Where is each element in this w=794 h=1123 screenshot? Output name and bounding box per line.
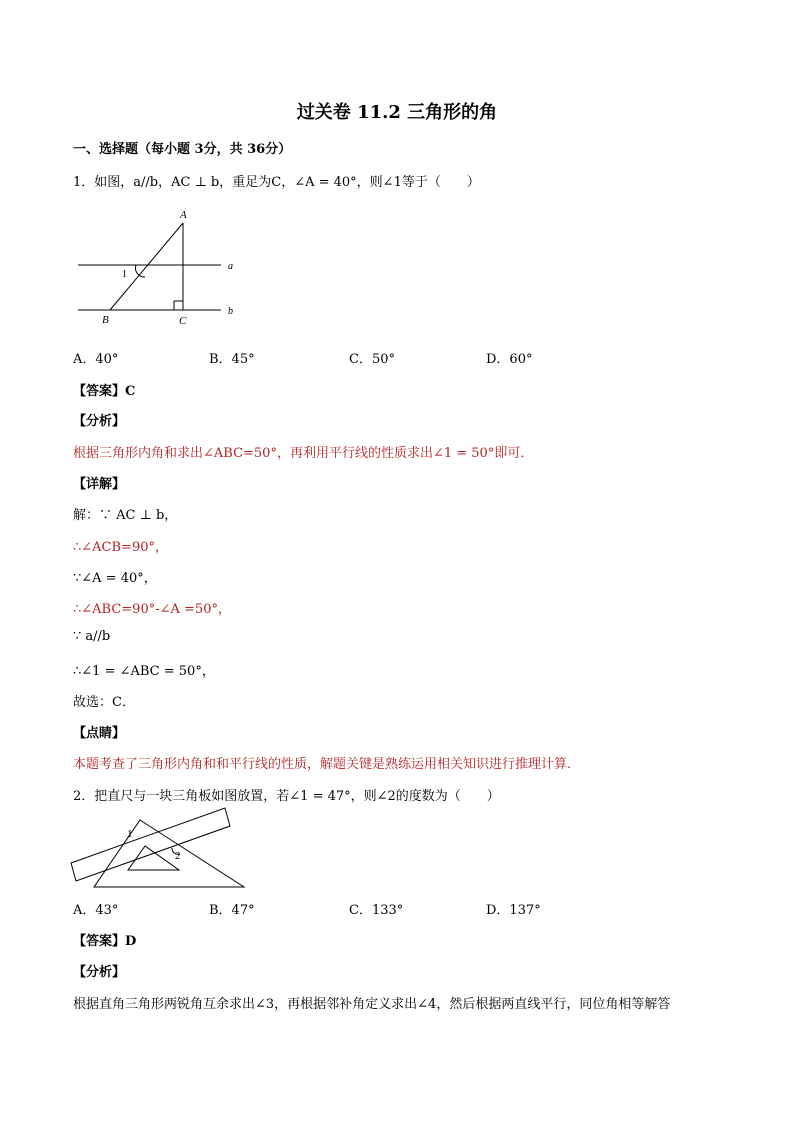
segment-ab [110,223,183,310]
q1-figure [70,205,250,330]
q1-detail-heading: 【详解】 [73,477,126,492]
q1-analysis: 根据三角形内角和求出∠ABC=50°，再利用平行线的性质求出∠1 = 50°即可． [73,446,534,461]
q2-analysis-heading: 【分析】 [73,965,126,980]
q1-answer: 【答案】C [73,384,136,399]
q2-stem: 2．把直尺与一块三角板如图放置，若∠1 = 47°，则∠2的度数为（ ） [73,789,500,804]
q2-option-a[interactable]: A．43° [73,903,119,918]
q1-step: 解：∵ AC ⊥ b， [73,508,178,523]
q2-option-c[interactable]: C．133° [349,903,404,918]
label-c-point: C [179,315,187,327]
q2-option-d[interactable]: D．137° [486,903,541,918]
right-angle-mark [174,301,183,310]
set-square-outer [94,820,244,887]
q2-option-b[interactable]: B．47° [209,903,255,918]
label-line-a: a [228,261,233,272]
q1-stem: 1．如图，a//b，AC ⊥ b，重足为C，∠A = 40°，则∠1等于（ ） [73,175,480,190]
q2-analysis: 根据直角三角形两锐角互余求出∠3，再根据邻补角定义求出∠4，然后根据两直线平行，同位角相等解答 [73,997,671,1012]
page-title: 过关卷 11.2 三角形的角 [296,102,498,123]
q1-option-c[interactable]: C．50° [349,352,395,367]
q1-step: 故选：C． [73,695,135,710]
label-angle-1: 1 [122,269,127,280]
q1-option-d[interactable]: D．60° [486,352,533,367]
q2-figure [68,807,248,893]
q1-comment: 本题考查了三角形内角和和平行线的性质，解题关键是熟练运用相关知识进行推理计算． [73,757,581,772]
q1-analysis-heading: 【分析】 [73,414,126,429]
label-angle-1: 1 [127,828,133,840]
q1-comment-heading: 【点睛】 [73,726,126,741]
label-b-point: B [102,314,109,326]
q2-answer: 【答案】D [73,934,137,949]
section-heading: 一、选择题（每小题 3分，共 36分） [73,142,292,157]
q1-step: ∵∠A = 40°， [73,571,157,586]
q1-step: ∵ a//b [73,629,111,644]
label-angle-2: 2 [175,850,181,862]
set-square-inner [128,846,179,870]
label-a-point: A [180,209,187,221]
q1-step: ∴∠1 = ∠ABC = 50°， [73,664,215,679]
q1-option-a[interactable]: A．40° [73,352,119,367]
q1-option-b[interactable]: B．45° [209,352,255,367]
angle-1-arc [135,265,145,277]
q1-step: ∴∠ACB=90°， [73,540,168,555]
q1-step: ∴∠ABC=90°-∠A =50°， [73,602,231,617]
label-line-b: b [228,306,233,317]
